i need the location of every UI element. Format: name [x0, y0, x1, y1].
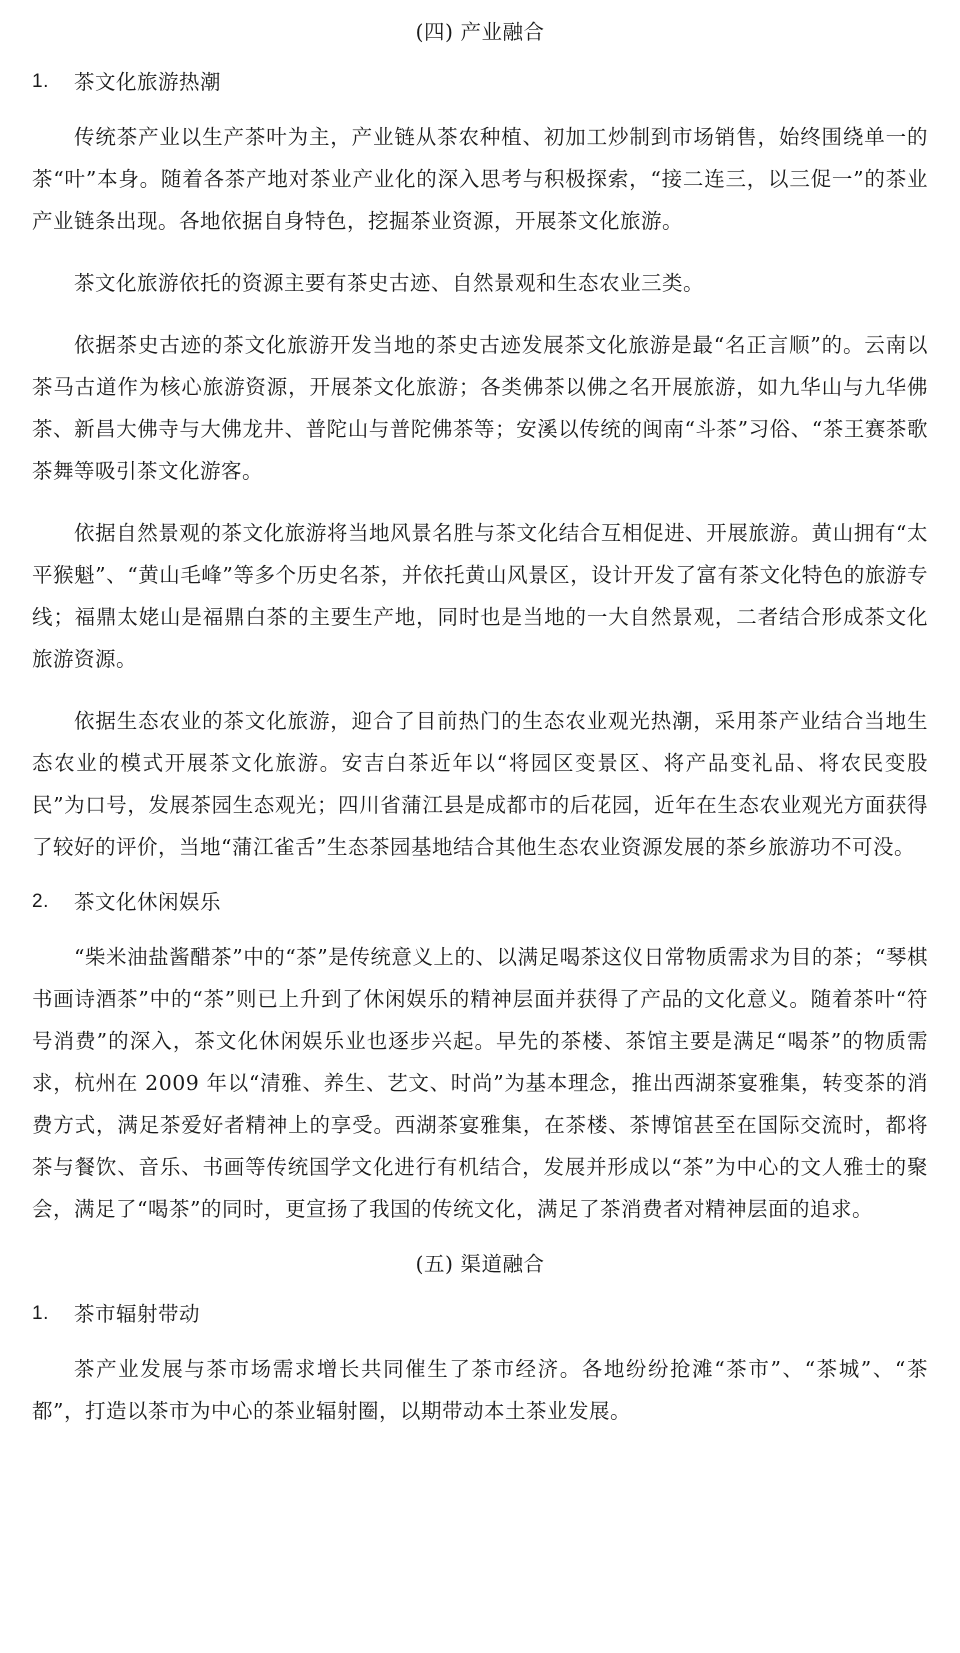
section-title: (五) 渠道融合 — [415, 1252, 545, 1276]
paragraph: 茶产业发展与茶市场需求增长共同催生了茶市经济。各地纷纷抢滩“茶市”、“茶城”、“茶都”，打造以茶市为中心的茶业辐射圈，以期带动本土茶业发展。 — [32, 1357, 928, 1423]
subsection-title: 茶文化休闲娱乐 — [74, 890, 221, 914]
paragraph: 传统茶产业以生产茶叶为主，产业链从茶农种植、初加工炒制到市场销售，始终围绕单一的茶“叶”本身。随着各茶产地对茶业产业化的深入思考与积极探索，“接二连三，以三促一”的茶业产业链条出现。各地依据自身特色，挖掘茶业资源，开展茶文化旅游。 — [32, 125, 928, 233]
paragraph: 依据自然景观的茶文化旅游将当地风景名胜与茶文化结合互相促进、开展旅游。黄山拥有“太平猴魁”、“黄山毛峰”等多个历史名茶，并依托黄山风景区，设计开发了富有茶文化特色的旅游专线；福鼎太姥山是福鼎白茶的主要生产地，同时也是当地的一大自然景观，二者结合形成茶文化旅游资源。 — [32, 521, 928, 671]
subsection-heading — [32, 1300, 928, 1328]
paragraph: 茶文化旅游依托的资源主要有茶史古迹、自然景观和生态农业三类。 — [74, 271, 704, 295]
subsection-title: 茶市辐射带动 — [74, 1302, 200, 1326]
subsection-heading — [32, 68, 928, 96]
subsection-number: 2. — [32, 891, 49, 912]
paragraph: 依据茶史古迹的茶文化旅游开发当地的茶史古迹发展茶文化旅游是最“名正言顺”的。云南以茶马古道作为核心旅游资源，开展茶文化旅游；各类佛茶以佛之名开展旅游，如九华山与九华佛茶、新昌大佛寺与大佛龙井、普陀山与普陀佛茶等；安溪以传统的闽南“斗茶”习俗、“茶王赛茶歌茶舞等吸引茶文化游客。 — [32, 333, 928, 483]
subsection-title: 茶文化旅游热潮 — [74, 70, 221, 94]
subsection-number: 1. — [32, 71, 49, 92]
section-title: (四) 产业融合 — [415, 20, 545, 44]
subsection-number: 1. — [32, 1303, 49, 1324]
paragraph: “柴米油盐酱醋茶”中的“茶”是传统意义上的、以满足喝茶这仪日常物质需求为目的茶；“琴棋书画诗酒茶”中的“茶”则已上升到了休闲娱乐的精神层面并获得了产品的文化意义。随着茶叶“符号消费”的深入，茶文化休闲娱乐业也逐步兴起。早先的茶楼、茶馆主要是满足“喝茶”的物质需求，杭州在 2009 年以“清雅、养生、艺文、时尚”为基本理念，推出西湖茶宴雅集，转变茶的消费方式，满足茶爱好者精神上的享受。西湖茶宴雅集，在茶楼、茶博馆甚至在国际交流时，都将茶与餐饮、音乐、书画等传统国学文化进行有机结合，发展并形成以“茶”为中心的文人雅士的聚会，满足了“喝茶”的同时，更宣扬了我国的传统文化，满足了茶消费者对精神层面的追求。 — [32, 945, 928, 1221]
paragraph: 依据生态农业的茶文化旅游，迎合了目前热门的生态农业观光热潮，采用茶产业结合当地生态农业的模式开展茶文化旅游。安吉白茶近年以“将园区变景区、将产品变礼品、将农民变股民”为口号，发展茶园生态观光；四川省蒲江县是成都市的后花园，近年在生态农业观光方面获得了较好的评价，当地“蒲江雀舌”生态茶园基地结合其他生态农业资源发展的茶乡旅游功不可没。 — [32, 709, 928, 859]
subsection-heading — [32, 888, 928, 916]
